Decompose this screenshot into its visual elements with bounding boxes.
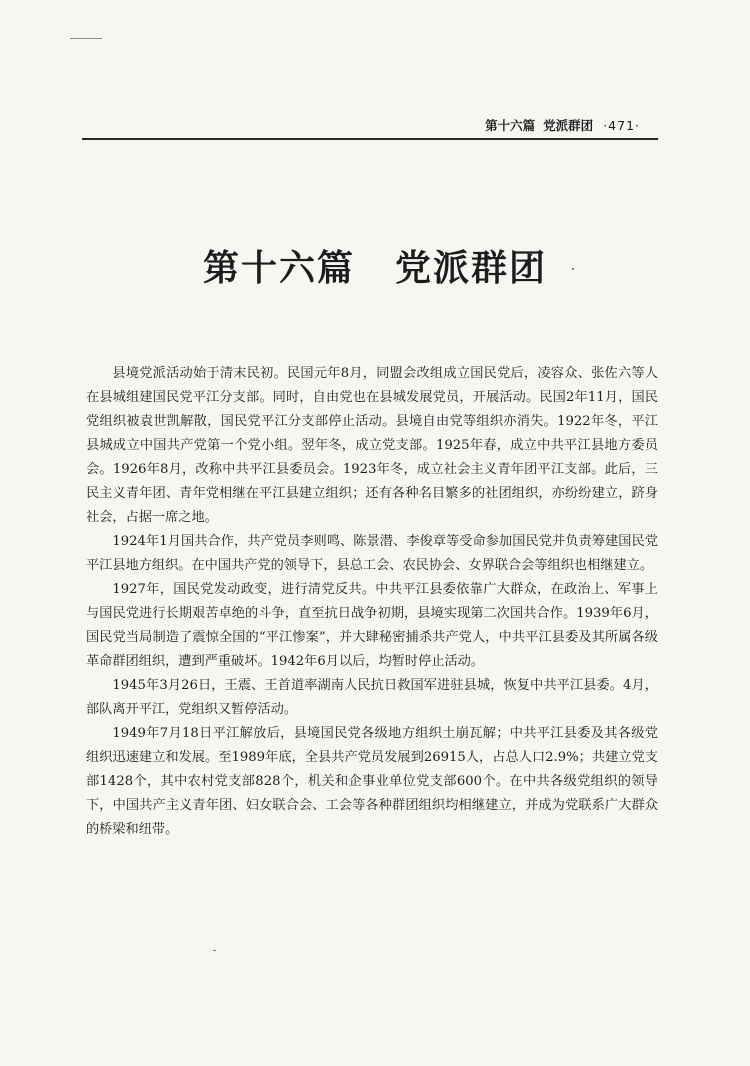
running-header-name: 党派群团 [543, 118, 594, 133]
scan-speck [213, 950, 216, 951]
running-header [485, 116, 640, 134]
body-text [86, 362, 658, 842]
paragraph: 1949年7月18日平江解放后，县境国民党各级地方组织土崩瓦解；中共平江县委及其各级党组织迅速建立和发展。至1989年底，全县共产党员发展到26915人，占总人口2.9%；共建立党支部1428个，其中农村党支部828个，机关和企事业单位党支部600个。在中共各级党组织的领导下，中国共产主义青年团、妇女联合会、工会等各种群团组织均相继建立，并成为党联系广大群众的桥梁和纽带。 [86, 726, 658, 837]
header-rule [82, 138, 658, 140]
running-header-title [485, 116, 593, 134]
paragraph: 县境党派活动始于清末民初。民国元年8月，同盟会改组成立国民党后，凌容众、张佐六等人在县城组建国民党平江分支部。同时，自由党也在县城发展党员，开展活动。民国2年11月，国民党组织被袁世凯解散，国民党平江分支部停止活动。县境自由党等组织亦消失。1922年冬，平江县城成立中国共产党第一个党小组。翌年冬，成立党支部。1925年春，成立中共平江县地方委员会。1926年8月，改称中共平江县委员会。1923年冬，成立社会主义青年团平江支部。此后，三民主义青年团、青年党相继在平江县建立组织；还有各种名目繁多的社团组织，亦纷纷建立，跻身社会，占据一席之地。 [86, 366, 658, 525]
running-header-part: 第十六篇 [485, 118, 536, 133]
page-number: ·471· [603, 118, 640, 133]
part-title-name: 党派群团 [395, 248, 548, 289]
scan-speck [572, 268, 574, 270]
paragraph: 1945年3月26日，王震、王首道率湖南人民抗日救国军进驻县城，恢复中共平江县委。4月，部队离开平江，党组织又暂停活动。 [86, 678, 658, 717]
part-title [0, 240, 750, 291]
paragraph: 1927年，国民党发动政变，进行清党反共。中共平江县委依靠广大群众，在政治上、军事上与国民党进行长期艰苦卓绝的斗争，直至抗日战争初期，县境实现第二次国共合作。1939年6月，国民党当局制造了震惊全国的“平江惨案”，并大肆秘密捕杀共产党人，中共平江县委及其所属各级革命群团组织，遭到严重破坏。1942年6月以后，均暂时停止活动。 [86, 582, 658, 669]
part-title-number: 第十六篇 [202, 248, 355, 289]
scan-mark [70, 38, 102, 39]
paragraph: 1924年1月国共合作，共产党员李则鸣、陈景潜、李俊章等受命参加国民党并负责筹建国民党平江县地方组织。在中国共产党的领导下，县总工会、农民协会、女界联合会等组织也相继建立。 [86, 534, 658, 573]
